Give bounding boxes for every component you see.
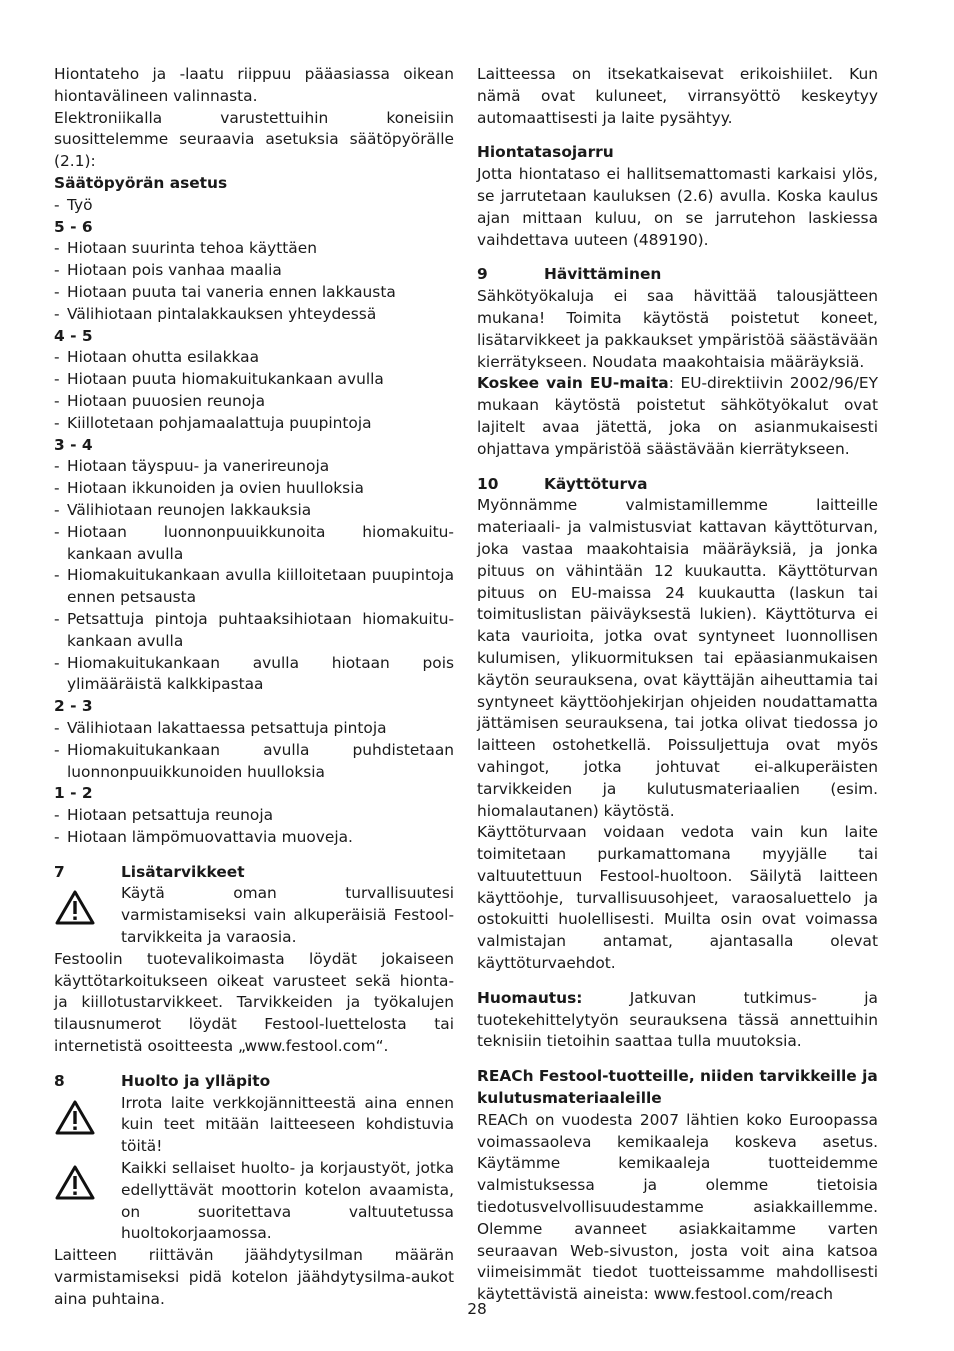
- level-heading: 2 - 3: [54, 697, 93, 716]
- list-item-text: Välihiotaan reunojen lakkauksia: [67, 500, 312, 519]
- list-item: - Hiomakuitukankaan avulla kiilloitetaan puupintoja ennen petsausta: [54, 565, 454, 609]
- warning-triangle-icon: [54, 883, 121, 948]
- warning-block: [54, 883, 454, 948]
- warranty-paragraph-1: Myönnämme valmistamillemme laitteille materiaali- ja valmistusviat kattavan käyttöturvan, joka vastaa maakohtaisia määräyksiä, ja jonka pituus on vähintään 12 kuukautta. Käyttöturvan pituus on EU-maissa 24 kuukautta (laskun tai toimituslistan päiväyksestä lukien). Käyttöturva ei kata vaurioita, jotka ovat syntyneet luonnollisen kulumisen, ylikuormituksen tai epäasianmukaisen käytön seurauksena, ovat käyttäjän aiheuttamia tai syntyneet käyttöohjekirjan ohjeiden noudattamatta jättämisen seurauksena, tai jotka olivat tiedossa jo laitteen ostohetkellä. Poissuljettuja ovat myös vahingot, jotka johtuvat ei-alkuperäisten tarvikkeiden ja kulutusmateriaalien (esim. hiomalautanen) käytöstä.: [477, 496, 878, 820]
- list-item-text: Hiotaan lämpömuovattavia muoveja.: [67, 827, 353, 846]
- list-item: - Hiotaan ohutta esilakkaa: [54, 347, 454, 369]
- brushes-paragraph: Laitteessa on itsekatkaisevat erikoishiilet. Kun nämä ovat kuluneet, virransyöttö keskeytyy automaattisesti ja laite pysähtyy.: [477, 65, 878, 127]
- section-7-heading: [54, 862, 454, 884]
- warning-text: Kaikki sellaiset huolto- ja korjaustyöt, jotka edellyttävät moottorin kotelon avaamista, on suoritettava valtuutetussa huoltokorjaamossa.: [121, 1159, 454, 1243]
- left-column: [54, 64, 454, 1311]
- list-item-text: Välihiotaan pintalakkauksen yhteydessä: [67, 304, 377, 323]
- level-heading: 3 - 4: [54, 435, 93, 454]
- note-label: Huomautus:: [477, 988, 583, 1007]
- list-item-text: Hiotaan suurinta tehoa käyttäen: [67, 239, 317, 258]
- disposal-paragraph: Sähkötyökaluja ei saa hävittää talousjätteen mukana! Toimita käytöstä poistetut koneet, lisätarvikkeet ja pakkaukset ympäristöä säästävään kierrätykseen. Noudata maakohtaisia määräyksiä.: [477, 287, 878, 371]
- intro-paragraph-2: Elektroniikalla varustettuihin koneisiin suosittelemme seuraavia asetuksia säätöpyörälle (2.1):: [54, 108, 454, 171]
- list-item: - Kiillotetaan pohjamaalattuja puupintoja: [54, 413, 454, 435]
- list-item: - Välihiotaan lakattaessa petsattuja pintoja: [54, 718, 454, 740]
- list-item-text: Hiomakuitukankaan avulla puhdistetaan luonnonpuuikkunoiden huulloksia: [67, 740, 454, 781]
- work-label: Työ: [67, 195, 93, 214]
- warranty-paragraph-2: Käyttöturvaan voidaan vedota vain kun laite toimitetaan purkamattomana myyjälle tai valtuutettuun Festool-huoltoon. Säilytä laitteen käyttöohje, turvallisuusohjeet, varaosaluettelo ja ostokuitti huolellisesti. Muilta osin ovat voimassa valmistajan antamat, ajantasalla olevat käyttöturvaehdot.: [477, 823, 878, 973]
- list-item: - Työ: [54, 195, 454, 217]
- list-item: - Hiotaan luonnonpuuikkunoita hiomakuitu-kankaan avulla: [54, 522, 454, 566]
- list-item-text: Hiotaan pois vanhaa maalia: [67, 261, 282, 280]
- warning-text: Irrota laite verkkojännitteestä aina ennen kuin teet mitään laitteeseen kohdistuvia töitä!: [121, 1093, 454, 1156]
- list-item-text: Hiotaan puuta hiomakuitukankaan avulla: [67, 370, 384, 389]
- level-heading: 5 - 6: [54, 217, 93, 236]
- warning-block: [54, 1158, 454, 1245]
- section-number: 7: [54, 862, 65, 881]
- note-paragraph: [477, 988, 878, 1053]
- list-item-text: Hiotaan luonnonpuuikkunoita hiomakuitu-kankaan avulla: [67, 522, 454, 563]
- maintenance-paragraph: Laitteen riittävän jäähdytysilman määrän varmistamiseksi pidä kotelon jäähdytysilma-aukot aina puhtaina.: [54, 1246, 454, 1308]
- section-title: Huolto ja ylläpito: [121, 1071, 271, 1090]
- list-item: - Välihiotaan reunojen lakkauksia: [54, 500, 454, 522]
- list-item-text: Hiotaan täyspuu- ja vanerireunoja: [67, 457, 330, 476]
- list-item: - Hiotaan täyspuu- ja vanerireunoja: [54, 456, 454, 478]
- eu-paragraph: [477, 373, 878, 460]
- level-heading: 4 - 5: [54, 326, 93, 345]
- list-item-text: Hiomakuitukankaan avulla hiotaan pois ylimääräistä kalkkipastaa: [67, 653, 454, 694]
- reach-paragraph: REACh on vuodesta 2007 lähtien koko Euroopassa voimassaoleva kemikaaleja koskeva asetus. Käytämme kemikaaleja tuotteidemme valmistuksessa ja olemme tietoisia tiedotusvelvollisuudestamme asiakkaillemme. Olemme avanneet asiakkaitamme varten seuraavan Web-sivuston, josta voit aina katsoa viimeisimmät tiedot tuotteissamme mahdollisesti käytettävistä aineista: www.festool.com/reach: [477, 1110, 878, 1304]
- accessories-paragraph: Festoolin tuotevalikoimasta löydät jokaiseen käyttötarkoitukseen oikeat varusteet sekä hionta- ja kiillotustarvikkeet. Tarvikkeiden ja työkalujen tilausnumerot löydät Festool-luettelosta tai internetistä osoitteesta „www.festool.com“.: [54, 949, 454, 1056]
- section-8-heading: [54, 1071, 454, 1093]
- list-item: - Petsattuja pintoja puhtaaksihiotaan hiomakuitu-kankaan avulla: [54, 609, 454, 653]
- list-item: - Hiotaan suurinta tehoa käyttäen: [54, 238, 454, 260]
- brake-heading: Hiontatasojarru: [477, 143, 614, 162]
- list-item-text: Välihiotaan lakattaessa petsattuja pintoja: [67, 718, 387, 737]
- list-item: - Hiotaan pois vanhaa maalia: [54, 260, 454, 282]
- section-number: 10: [477, 474, 499, 493]
- page-number: 28: [467, 1300, 487, 1318]
- list-item-text: Hiotaan ikkunoiden ja ovien huulloksia: [67, 479, 364, 498]
- list-item: - Hiotaan ikkunoiden ja ovien huulloksia: [54, 478, 454, 500]
- list-item: - Hiotaan puuosien reunoja: [54, 391, 454, 413]
- list-item-text: Kiillotetaan pohjamaalattuja puupintoja: [67, 413, 372, 432]
- list-item-text: Petsattuja pintoja puhtaaksihiotaan hiomakuitu-kankaan avulla: [67, 609, 454, 650]
- list-item: - Hiotaan lämpömuovattavia muoveja.: [54, 827, 454, 849]
- reach-heading: REACh Festool-tuotteille, niiden tarvikkeille ja kulutusmateriaaleille: [477, 1067, 878, 1108]
- section-number: 8: [54, 1071, 65, 1090]
- list-item: - Hiotaan petsattuja reunoja: [54, 805, 454, 827]
- eu-text: : EU-direktiivin 2002/96/EY mukaan käytöstä poistetut sähkötyökalut ovat lajitelt avaa jätettä, joka on asianmukaisesti ohjattava ympäristöä säästävään kierrätykseen.: [477, 374, 879, 458]
- setting-groups: [54, 217, 454, 849]
- right-column: [477, 64, 878, 1306]
- list-item: - Hiotaan puuta hiomakuitukankaan avulla: [54, 369, 454, 391]
- eu-label: Koskee vain EU-maita: [477, 374, 669, 393]
- section-10-heading: [477, 474, 878, 496]
- section-title: Käyttöturva: [544, 474, 648, 493]
- list-item-text: Hiotaan puuta tai vaneria ennen lakkausta: [67, 282, 396, 301]
- warning-text: Käytä oman turvallisuutesi varmistamiseksi vain alkuperäisiä Festool-tarvikkeita ja varaosia.: [121, 884, 454, 947]
- list-item: - Hiotaan puuta tai vaneria ennen lakkausta: [54, 282, 454, 304]
- list-item: - Hiomakuitukankaan avulla hiotaan pois ylimääräistä kalkkipastaa: [54, 653, 454, 697]
- intro-paragraph-1: Hiontateho ja -laatu riippuu pääasiassa oikean hiontavälineen valinnasta.: [54, 65, 454, 105]
- list-item-text: Hiotaan ohutta esilakkaa: [67, 348, 260, 367]
- level-heading: 1 - 2: [54, 784, 93, 803]
- list-item: - Välihiotaan pintalakkauksen yhteydessä: [54, 304, 454, 326]
- section-title: Hävittäminen: [544, 265, 662, 284]
- warning-triangle-icon: [54, 1093, 121, 1158]
- section-title: Lisätarvikkeet: [121, 862, 245, 881]
- setting-heading: Säätöpyörän asetus: [54, 173, 228, 192]
- list-item-text: Hiotaan puuosien reunoja: [67, 391, 266, 410]
- section-9-heading: [477, 264, 878, 286]
- warning-triangle-icon: [54, 1158, 121, 1245]
- list-item: - Hiomakuitukankaan avulla puhdistetaan luonnonpuuikkunoiden huulloksia: [54, 740, 454, 784]
- warning-block: [54, 1093, 454, 1158]
- note-text: Jatkuvan tutkimus- ja tuotekehittelytyön seurauksena tässä annettuihin teknisiin tietoihin saattaa tulla muutoksia.: [477, 988, 878, 1051]
- list-item-text: Hiotaan petsattuja reunoja: [67, 806, 274, 825]
- section-number: 9: [477, 265, 488, 284]
- list-item-text: Hiomakuitukankaan avulla kiilloitetaan puupintoja ennen petsausta: [67, 566, 454, 607]
- brake-paragraph: Jotta hiontataso ei hallitsemattomasti karkaisi ylös, se jarrutetaan kauluksen (2.6) avulla. Koska kaulus ajan mittaan kuluu, on se jarrutehon laskiessa vaihdettava uuteen (489190).: [477, 165, 878, 249]
